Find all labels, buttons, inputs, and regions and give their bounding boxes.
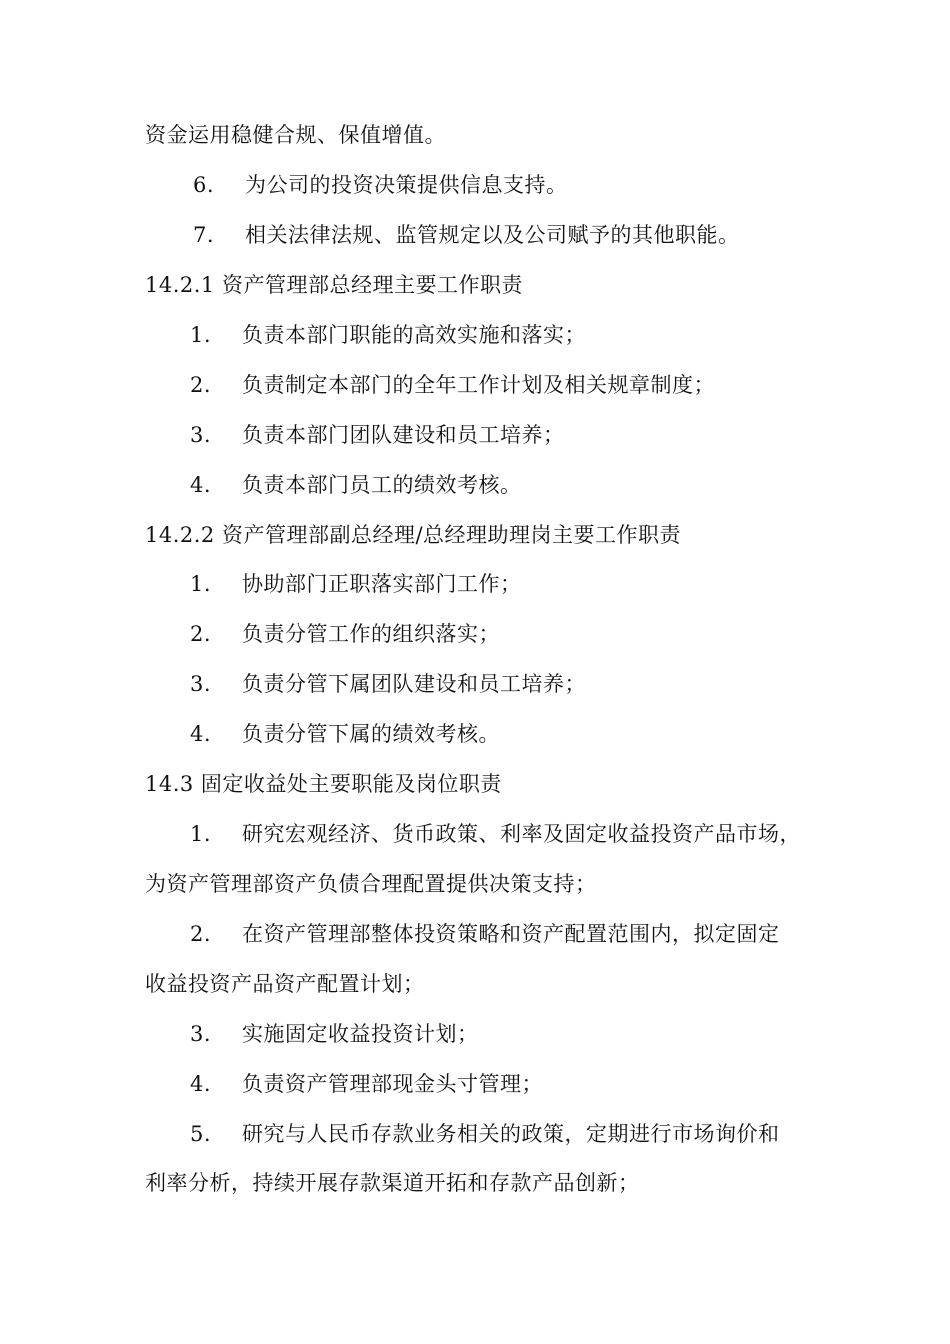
list-number: 1. (190, 572, 212, 596)
list-item (190, 470, 522, 500)
list-item (190, 669, 586, 699)
list-number: 4. (190, 1072, 212, 1096)
list-number: 3. (190, 423, 212, 447)
paragraph-continuation (145, 869, 597, 899)
line-text: 负责分管下属团队建设和员工培养； (242, 672, 586, 696)
heading-text: 14.2.2 资产管理部副总经理/总经理助理岗主要工作职责 (145, 523, 682, 547)
line-text: 负责制定本部门的全年工作计划及相关规章制度； (242, 373, 715, 397)
list-number: 2. (190, 622, 212, 646)
list-number: 7. (193, 223, 215, 247)
list-item (193, 220, 740, 250)
line-text: 收益投资产品资产配置计划； (145, 972, 425, 996)
list-item (190, 1119, 780, 1149)
list-item (190, 619, 500, 649)
list-number: 6. (193, 173, 215, 197)
list-item (190, 1069, 543, 1099)
list-number: 3. (190, 672, 212, 696)
line-text: 利率分析，持续开展存款渠道开拓和存款产品创新； (145, 1171, 640, 1195)
section-heading (145, 769, 502, 799)
line-text: 负责分管下属的绩效考核。 (242, 722, 500, 746)
section-heading (145, 520, 681, 550)
list-item (190, 320, 586, 350)
line-text: 负责本部门团队建设和员工培养； (242, 423, 565, 447)
list-item (190, 1019, 479, 1049)
line-text: 资金运用稳健合规、保值增值。 (145, 123, 446, 147)
list-item (190, 569, 522, 599)
list-item (190, 719, 500, 749)
list-number: 3. (190, 1022, 212, 1046)
heading-text: 14.3 固定收益处主要职能及岗位职责 (145, 772, 502, 796)
line-text: 负责资产管理部现金头寸管理； (242, 1072, 543, 1096)
line-text: 研究宏观经济、货币政策、利率及固定收益投资产品市场， (242, 822, 801, 846)
line-text: 为资产管理部资产负债合理配置提供决策支持； (145, 872, 597, 896)
line-text: 在资产管理部整体投资策略和资产配置范围内，拟定固定 (242, 922, 780, 946)
line-text: 实施固定收益投资计划； (242, 1022, 479, 1046)
line-text: 相关法律法规、监管规定以及公司赋予的其他职能。 (245, 223, 740, 247)
list-item (190, 420, 565, 450)
paragraph-continuation (145, 1168, 640, 1198)
line-text: 负责本部门员工的绩效考核。 (242, 473, 522, 497)
section-heading (145, 270, 523, 300)
list-number: 1. (190, 323, 212, 347)
line-text: 负责本部门职能的高效实施和落实； (242, 323, 586, 347)
paragraph-continuation (145, 120, 446, 150)
line-text: 为公司的投资决策提供信息支持。 (245, 173, 568, 197)
list-number: 4. (190, 473, 212, 497)
line-text: 协助部门正职落实部门工作； (242, 572, 522, 596)
heading-text: 14.2.1 资产管理部总经理主要工作职责 (145, 273, 523, 297)
paragraph-continuation (145, 969, 425, 999)
line-text: 研究与人民币存款业务相关的政策，定期进行市场询价和 (242, 1122, 780, 1146)
list-item (193, 170, 568, 200)
list-item (190, 370, 715, 400)
line-text: 负责分管工作的组织落实； (242, 622, 500, 646)
list-number: 1. (190, 822, 212, 846)
list-number: 4. (190, 722, 212, 746)
list-number: 5. (190, 1122, 212, 1146)
list-item (190, 919, 780, 949)
list-item (190, 819, 801, 849)
list-number: 2. (190, 373, 212, 397)
list-number: 2. (190, 922, 212, 946)
